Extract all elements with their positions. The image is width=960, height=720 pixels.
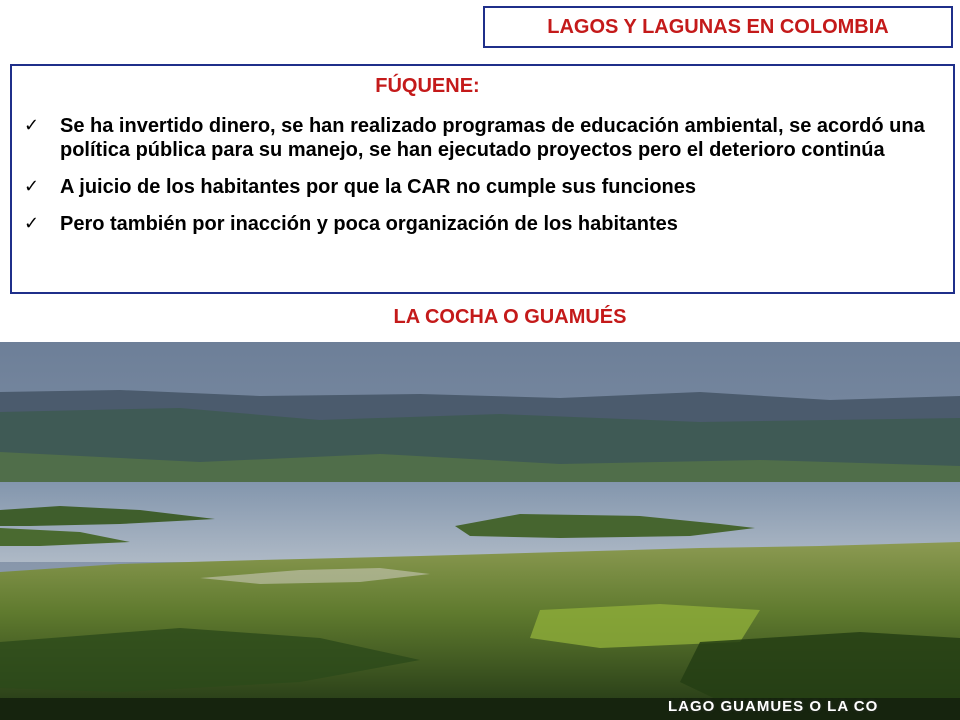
bullet-item: [12, 175, 953, 199]
bullet-item: [12, 114, 953, 162]
checkmark-icon: ✓: [24, 213, 40, 234]
title-box: [483, 6, 953, 48]
bullet-text: A juicio de los habitantes por que la CAR no cumple sus funciones: [60, 176, 697, 198]
photo-caption: LAGO GUAMUES O LA CO: [668, 698, 879, 715]
checkmark-icon: ✓: [24, 115, 40, 136]
bullet-item: [12, 212, 953, 236]
bullet-list: [12, 114, 953, 249]
content-box: [10, 64, 955, 294]
bullet-text: Pero también por inacción y poca organización de los habitantes: [60, 213, 678, 235]
page-title: LAGOS Y LAGUNAS EN COLOMBIA: [547, 15, 889, 38]
section-heading: FÚQUENE:: [375, 75, 480, 97]
lake-photo: [0, 342, 960, 720]
photo-subtitle: LA COCHA O GUAMUÉS: [393, 306, 627, 328]
bullet-text: Se ha invertido dinero, se han realizado programas de educación ambiental, se acordó una política pública para su manejo, se han ejecutado proyectos pero el deterioro continúa: [60, 115, 925, 161]
checkmark-icon: ✓: [24, 176, 40, 197]
